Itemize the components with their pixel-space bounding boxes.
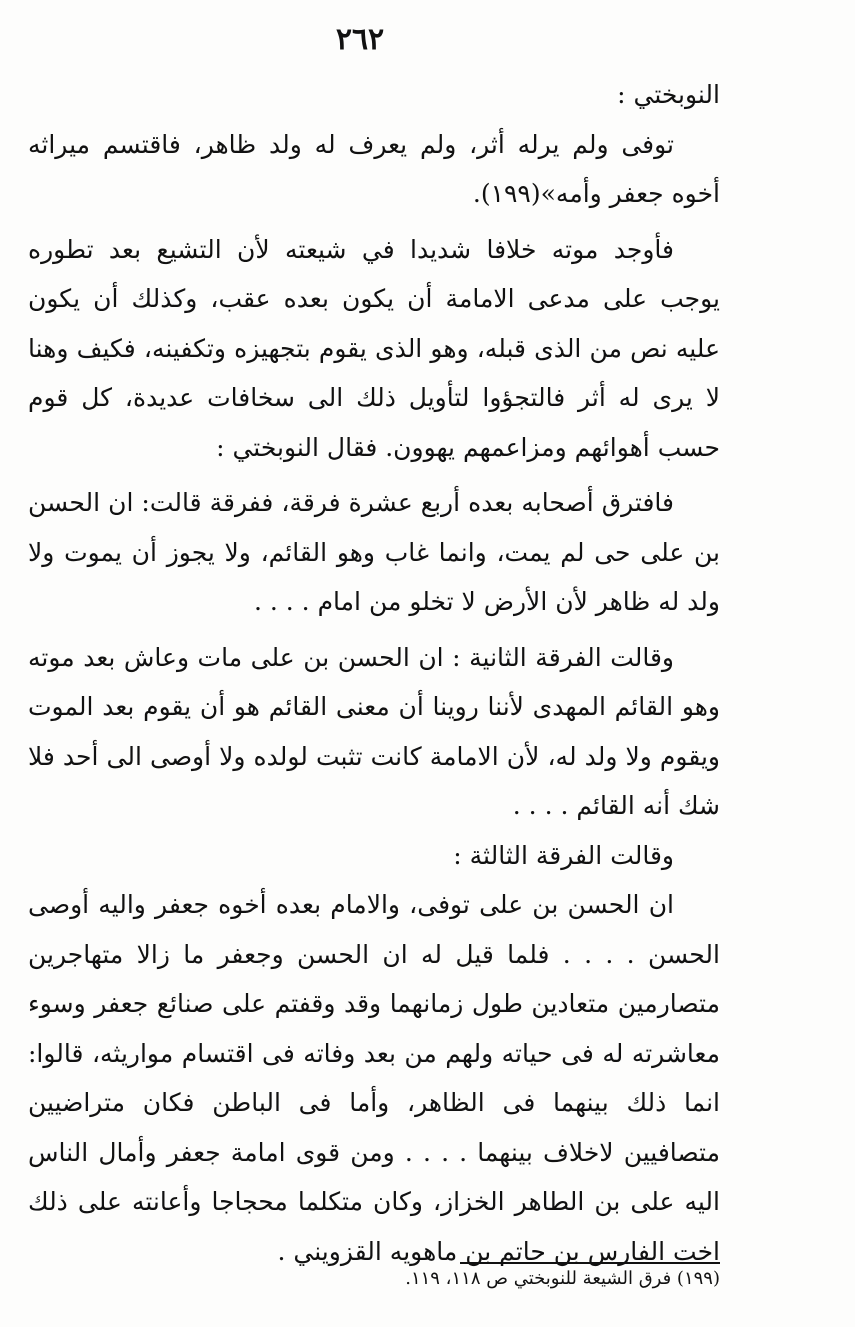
paragraph: وقالت الفرقة الثالثة :	[453, 840, 674, 870]
body-text	[28, 70, 720, 1276]
paragraph: فافترق أصحابه بعده أربع عشرة فرقة، ففرقة قالت: ان الحسن بن على حى لم يمت، وانما غاب وهو القائم، ولا يجوز أن يموت ولا ولد له ظاهر لأن الأرض لا تخلو من امام . . . .	[28, 488, 720, 616]
paragraph: فأوجد موته خلافا شديدا في شيعته لأن التشيع بعد تطوره يوجب على مدعى الامامة أن يكون بعده عقب، وكذلك أن يكون عليه نص من الذى قبله، وهو الذى يقوم بتجهيزه وتكفينه، فكيف وهنا لا يرى له أثر فالتجؤوا لتأويل ذلك الى سخافات عديدة، كل قوم حسب أهوائهم ومزاعمهم يهوون. فقال النوبختي :	[28, 234, 720, 462]
footnote-separator	[460, 1262, 720, 1264]
footnote: (١٩٩) فرق الشيعة للنوبختي ص ١١٨، ١١٩.	[405, 1268, 720, 1289]
paragraph: ان الحسن بن على توفى، والامام بعده أخوه جعفر واليه أوصى الحسن . . . . فلما قيل له ان الحسن وجعفر ما زالا متهاجرين متصارمين متعادين طول زمانهما وقد وقفتم على صنائع جعفر وسوء معاشرته له فى حياته ولهم من بعد وفاته فى اقتسام مواريثه، قالوا: انما ذلك بينهما فى الظاهر، وأما فى الباطن فكان متراضيين متصافيين لاخلاف بينهما . . . . ومن قوى امامة جعفر وأمال الناس اليه على بن الطاهر الخزاز، وكان متكلما محجاجا وأعانته على ذلك اخت الفارس بن حاتم بن ماهويه القزويني .	[28, 890, 720, 1266]
paragraph: النوبختي :	[617, 80, 720, 109]
page-number: ٢٦٢	[335, 22, 385, 57]
paragraph: توفى ولم يرله أثر، ولم يعرف له ولد ظاهر، فاقتسم ميراثه أخوه جعفر وأمه»(١٩٩).	[28, 129, 720, 208]
paragraph: وقالت الفرقة الثانية : ان الحسن بن على مات وعاش بعد موته وهو القائم المهدى لأننا روينا أن معنى القائم هو أن يقوم بعد الموت ويقوم ولا ولد له، لأن الامامة كانت تثبت لولده ولا أوصى الى أحد فلا شك أنه القائم . . . .	[28, 642, 720, 820]
